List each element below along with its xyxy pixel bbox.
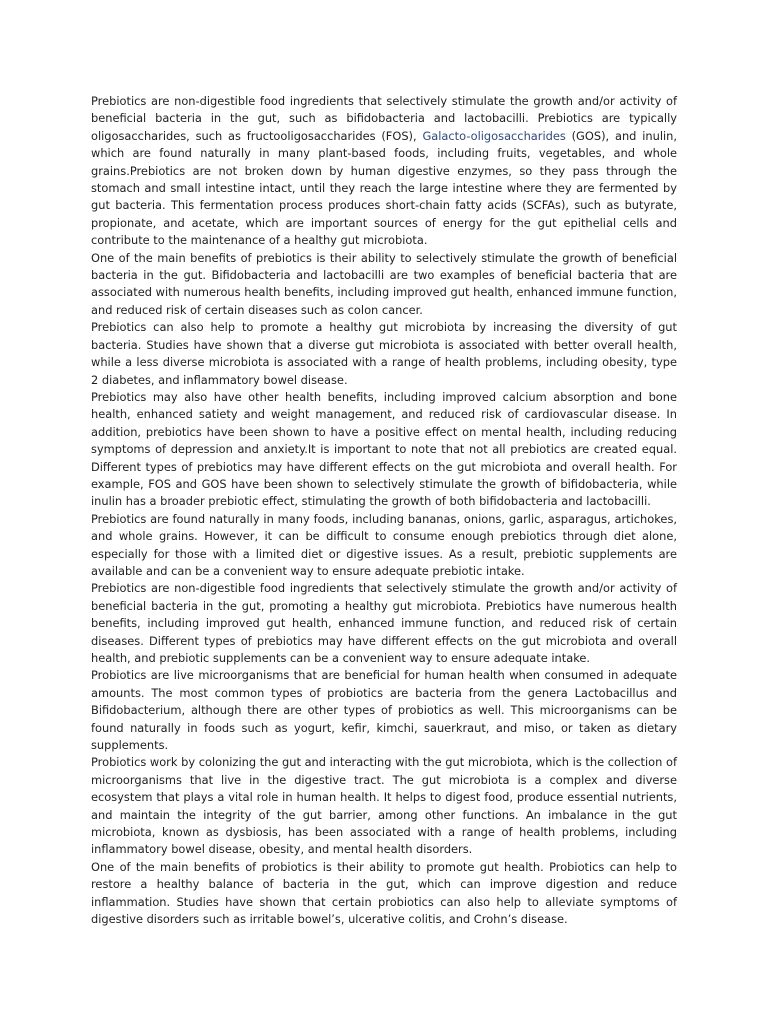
document-body <box>91 93 677 929</box>
paragraph-5: Prebiotics are found naturally in many foods, including bananas, onions, garlic, asparagus, artichokes, and whole grains. However, it can be difficult to consume enough prebiotics through diet alone, especially for those with a limited diet or digestive issues. As a result, prebiotic supplements are available and can be a convenient way to ensure adequate prebiotic intake. <box>91 511 677 578</box>
paragraph-2: One of the main benefits of prebiotics is their ability to selectively stimulate the growth of beneficial bacteria in the gut. Bifidobacteria and lactobacilli are two examples of beneficial bacteria that are associated with numerous health benefits, including improved gut health, enhanced immune function, and reduced risk of certain diseases such as colon cancer. <box>91 250 677 317</box>
paragraph-3: Prebiotics can also help to promote a healthy gut microbiota by increasing the diversity of gut bacteria. Studies have shown that a diverse gut microbiota is associated with better overall health, while a less diverse microbiota is associated with a range of health problems, including obesity, type 2 diabetes, and inflammatory bowel disease. <box>91 320 677 387</box>
paragraph-7: Probiotics are live microorganisms that are beneficial for human health when consumed in adequate amounts. The most common types of probiotics are bacteria from the genera Lactobacillus and Bifidobacterium, although there are other types of probiotics as well. This microorganisms can be found naturally in foods such as yogurt, kefir, kimchi, sauerkraut, and miso, or taken as dietary supplements. <box>91 668 677 753</box>
paragraph-1-text-start: Prebiotics are non-digestible food ingredients that selectively stimulate the growth and/or activity of beneficial bacteria in the gut, such as bifidobacteria and lactobacilli. Prebiotics are typically oligosaccharides, such as fructooligosaccharides (FOS), <box>91 94 677 143</box>
paragraph-1 <box>91 93 677 250</box>
paragraph-1-text-end: (GOS), and inulin, which are found naturally in many plant-based foods, including fruits, vegetables, and whole grains.Prebiotics are not broken down by human digestive enzymes, so they pass through the stomach and small intestine intact, until they reach the large intestine where they are fermented by gut bacteria. This fermentation process produces short-chain fatty acids (SCFAs), such as butyrate, propionate, and acetate, which are important sources of energy for the gut epithelial cells and contribute to the maintenance of a healthy gut microbiota. <box>91 128 677 248</box>
paragraph-9: One of the main benefits of probiotics is their ability to promote gut health. Probiotics can help to restore a healthy balance of bacteria in the gut, which can improve digestion and reduce inflammation. Studies have shown that certain probiotics can also help to alleviate symptoms of digestive disorders such as irritable bowel’s, ulcerative colitis, and Crohn’s disease. <box>91 859 677 927</box>
paragraph-8: Probiotics work by colonizing the gut and interacting with the gut microbiota, which is the collection of microorganisms that live in the digestive tract. The gut microbiota is a complex and diverse ecosystem that plays a vital role in human health. It helps to digest food, produce essential nutrients, and maintain the integrity of the gut barrier, among other functions. An imbalance in the gut microbiota, known as dysbiosis, has been associated with a range of health problems, including inflammatory bowel disease, obesity, and mental health disorders. <box>91 755 677 857</box>
paragraph-6: Prebiotics are non-digestible food ingredients that selectively stimulate the growth and/or activity of beneficial bacteria in the gut, promoting a healthy gut microbiota. Prebiotics have numerous health benefits, including improved gut health, enhanced immune function, and reduced risk of certain diseases. Different types of prebiotics may have different effects on the gut microbiota and overall health, and prebiotic supplements can be a convenient way to ensure adequate intake. <box>91 581 677 665</box>
galacto-oligosaccharides-link[interactable]: Galacto-oligosaccharides <box>422 128 566 143</box>
paragraph-4: Prebiotics may also have other health benefits, including improved calcium absorption and bone health, enhanced satiety and weight management, and reduced risk of cardiovascular disease. In addition, prebiotics have been shown to have a positive effect on mental health, including reducing symptoms of depression and anxiety.It is important to note that not all prebiotics are created equal. Different types of prebiotics may have different effects on the gut microbiota and overall health. For example, FOS and GOS have been shown to selectively stimulate the growth of bifidobacteria, while inulin has a broader prebiotic effect, stimulating the growth of both bifidobacteria and lactobacilli. <box>91 389 677 509</box>
